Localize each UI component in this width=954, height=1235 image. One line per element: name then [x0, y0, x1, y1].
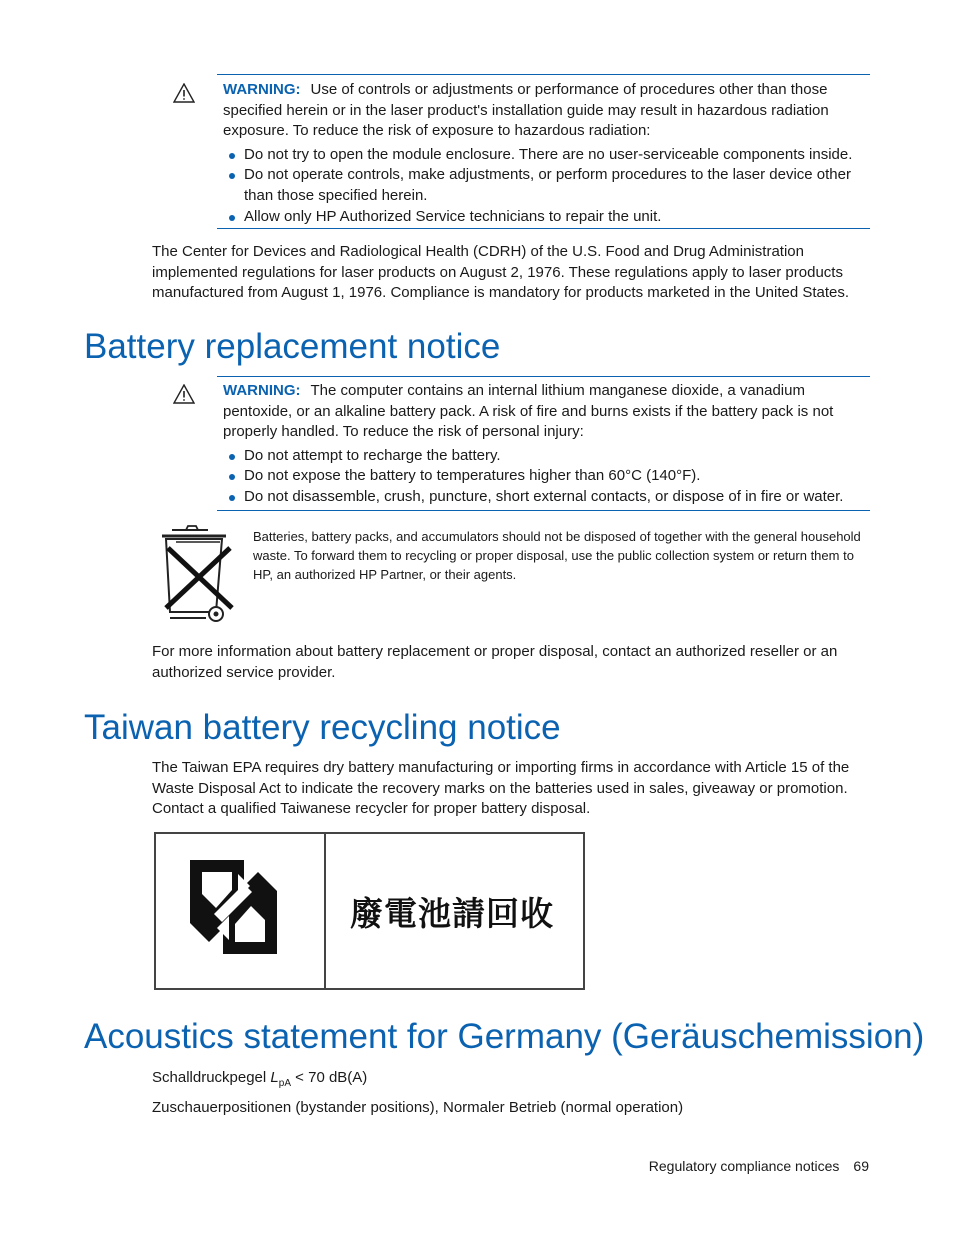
list-item: Do not disassemble, crush, puncture, short external contacts, or dispose of in fire or water. — [223, 487, 870, 508]
mark-divider — [324, 834, 326, 988]
battery-disposal-note: Batteries, battery packs, and accumulators should not be disposed of together with the general household waste. To forward them to recycling or proper disposal, use the public collection system or return them to HP, an authorized HP Partner, or their agents. — [253, 529, 861, 582]
sound-pressure-line — [152, 1068, 367, 1095]
warning-label: WARNING: — [223, 81, 301, 98]
list-item: Do not attempt to recharge the battery. — [223, 446, 870, 467]
sound-pressure-value: < 70 dB(A) — [295, 1069, 368, 1086]
bystander-line: Zuschauerpositionen (bystander positions), Normaler Betrieb (normal operation) — [152, 1099, 684, 1116]
warning-triangle-icon — [173, 384, 195, 404]
list-item: Do not operate controls, make adjustments, or perform procedures to the laser device other than those specified herein. — [223, 165, 870, 206]
recycling-symbol-icon — [186, 856, 281, 959]
list-item: Allow only HP Authorized Service technicians to repair the unit. — [223, 207, 870, 228]
page-footer — [649, 1158, 869, 1174]
taiwan-heading: Taiwan battery recycling notice — [84, 708, 561, 747]
warning-body: The computer contains an internal lithium manganese dioxide, a vanadium pentoxide, or an alkaline battery pack. A risk of fire and burns exists if the battery pack is not properly handled. To reduce the risk of personal injury: — [223, 382, 834, 441]
recycle-chinese-text: 廢電池請回收 — [350, 894, 554, 933]
sound-pressure-label: Schalldruckpegel — [152, 1069, 267, 1086]
battery-warning-box — [217, 376, 870, 511]
acoustics-heading: Acoustics statement for Germany (Geräuschemission) — [84, 1017, 925, 1056]
warning-body: Use of controls or adjustments or performance of procedures other than those specified herein or in the laser product's installation guide may result in hazardous radiation exposure. To reduce the risk of exposure to hazardous radiation: — [223, 81, 829, 140]
warning-label: WARNING: — [223, 382, 301, 399]
list-item: Do not try to open the module enclosure. There are no user-serviceable components inside. — [223, 145, 870, 166]
laser-warning-text — [217, 80, 870, 142]
battery-more-info: For more information about battery replacement or proper disposal, contact an authorized reseller or an authorized service provider. — [152, 643, 838, 681]
footer-section-name: Regulatory compliance notices — [648, 1158, 840, 1174]
sound-pressure-symbol: L — [270, 1069, 279, 1086]
sound-pressure-subscript: pA — [278, 1078, 291, 1089]
warning-triangle-icon — [173, 83, 195, 103]
battery-warning-bullets — [217, 446, 870, 508]
laser-warning-box — [217, 74, 870, 229]
battery-warning-text — [217, 381, 870, 443]
laser-warning-bullets — [217, 145, 870, 227]
taiwan-recycling-mark — [154, 832, 585, 990]
page-number: 69 — [853, 1158, 869, 1174]
list-item: Do not expose the battery to temperatures higher than 60°C (140°F). — [223, 466, 870, 487]
battery-heading: Battery replacement notice — [84, 327, 501, 366]
cdrh-paragraph: The Center for Devices and Radiological Health (CDRH) of the U.S. Food and Drug Administration implemented regulations for laser products on August 2, 1976. These regulations apply to laser products manufactured from August 1, 1976. Compliance is mandatory for products marketed in the United States. — [152, 243, 850, 302]
crossed-out-bin-icon — [158, 524, 240, 624]
taiwan-paragraph: The Taiwan EPA requires dry battery manufacturing or importing firms in accordance with Article 15 of the Waste Disposal Act to indicate the recovery marks on the batteries used in sales, giveaway or promotion. Contact a qualified Taiwanese recycler for proper battery disposal. — [152, 759, 850, 818]
